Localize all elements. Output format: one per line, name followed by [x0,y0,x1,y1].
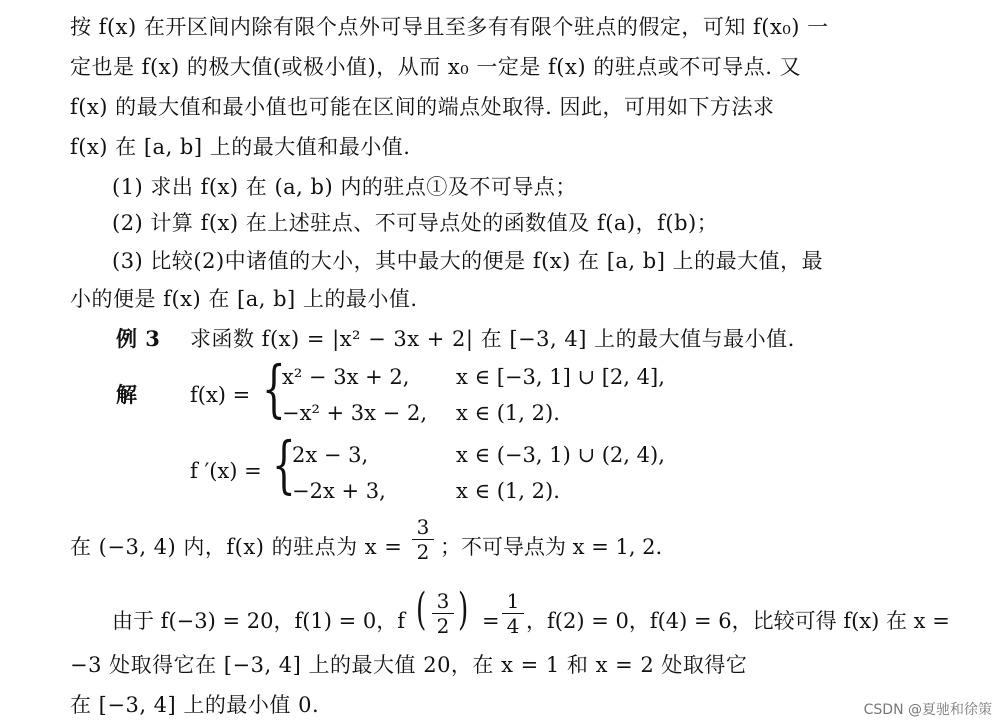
f-lhs: f(x) = [190,383,251,407]
paragraph-line-3: f(x) 的最大值和最小值也可能在区间的端点处取得. 因此，可用如下方法求 [70,95,775,119]
conclusion-line-1: −3 处取得它在 [−3, 4] 上的最大值 20，在 x = 1 和 x = 2 处取得它 [70,653,748,677]
solution-label: 解 [116,382,137,407]
csdn-watermark: CSDN @夏驰和徐策 [863,702,992,718]
fp-case2-cond: x ∈ (1, 2). [456,479,560,503]
paragraph-line-4: f(x) 在 [a, b] 上的最大值和最小值. [70,135,411,159]
paragraph-line-2: 定也是 f(x) 的极大值(或极小值)，从而 x₀ 一定是 f(x) 的驻点或不可导点. 又 [70,55,802,79]
f-brace: { [262,352,286,425]
f-case2-expr: −x² + 3x − 2, [282,401,427,425]
values-numerator-1: 3 [436,589,450,613]
step-1: (1) 求出 f(x) 在 (a, b) 内的驻点①及不可导点； [112,175,577,199]
values-equals: = [482,609,500,633]
values-fraction-2 [502,590,524,637]
step-3-line-2: 小的便是 f(x) 在 [a, b] 上的最小值. [70,287,418,311]
stationary-denominator: 2 [416,540,430,564]
values-prefix: 由于 f(−3) = 20，f(1) = 0，f [112,609,406,633]
stationary-suffix: ；不可导点为 x = 1, 2. [440,535,663,559]
stationary-numerator: 3 [416,515,430,539]
fp-lhs: f ′(x) = [190,459,262,483]
fp-case1-cond: x ∈ (−3, 1) ∪ (2, 4), [456,443,665,467]
f-case1-cond: x ∈ [−3, 1] ∪ [2, 4], [456,365,665,389]
fp-brace: { [272,428,296,501]
conclusion-line-2: 在 [−3, 4] 上的最小值 0. [70,693,320,717]
values-suffix: ，f(2) = 0，f(4) = 6，比较可得 f(x) 在 x = [526,609,950,633]
paragraph-line-1: 按 f(x) 在开区间内除有限个点外可导且至多有有限个驻点的假定，可知 f(x₀) 一 [70,15,829,39]
stationary-prefix: 在 (−3, 4) 内，f(x) 的驻点为 x = [70,535,403,559]
example-text: 求函数 f(x) = |x² − 3x + 2| 在 [−3, 4] 上的最大值与最小值. [190,327,795,351]
values-denominator-1: 2 [436,614,450,638]
right-paren: ) [458,584,469,635]
fp-case2-expr: −2x + 3, [292,479,386,503]
fp-case1-expr: 2x − 3, [292,443,369,467]
left-paren: ( [416,584,427,635]
f-case2-cond: x ∈ (1, 2). [456,401,560,425]
stationary-fraction [412,516,434,563]
f-case1-expr: x² − 3x + 2, [282,365,410,389]
values-denominator-2: 4 [506,614,520,638]
step-2: (2) 计算 f(x) 在上述驻点、不可导点处的函数值及 f(a)，f(b)； [112,211,719,235]
values-numerator-2: 1 [506,589,520,613]
example-label: 例 3 [116,326,161,351]
step-3-line-1: (3) 比较(2)中诸值的大小，其中最大的便是 f(x) 在 [a, b] 上的最大值，最 [112,249,824,273]
values-fraction-1 [432,590,454,637]
